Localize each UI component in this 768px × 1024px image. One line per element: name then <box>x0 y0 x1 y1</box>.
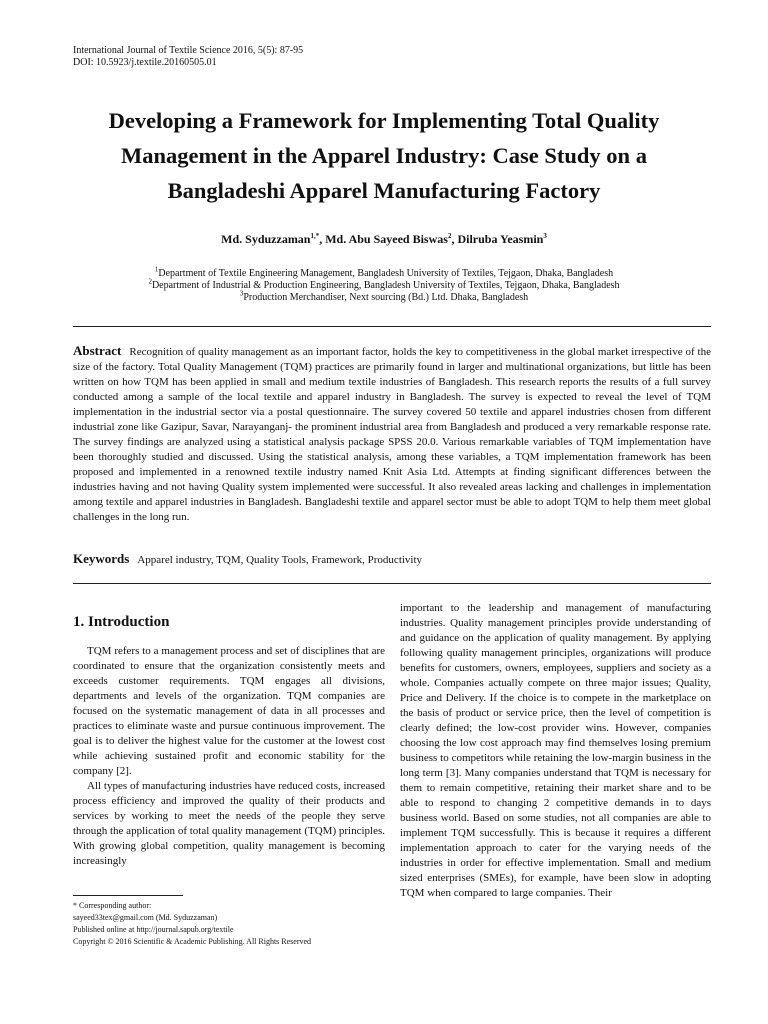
intro-paragraph-continued: important to the leadership and management of manufacturing industries. Quality management principles provide understanding of and guidance on the application of quality management. By applying following quality management principles, organizations will produce benefits for customers, owners, employees, suppliers and society as a whole. Companies actually compete on three major issues; Quality, Price and Delivery. If the choice is to compete in the marketplace on the basis of product or service price, then the level of competition is clearly defined; the low-cost provider wins. However, companies choosing the low cost approach may find themselves losing premium business to competitors while retaining the low-margin business in the long term [3]. Many companies understand that TQM is necessary for them to remain competitive, retaining their market share and to be able to respond to changing 2 competitive demands in to days business world. Based on some studies, not all companies are able to implement TQM successfully. This is because it requires a different implementation approach to cater for the varying needs of the industries in order for effective implementation. Small and medium sized enterprises (SMEs), for example, have been slow in adopting TQM when compared to large companies. Their <box>400 602 711 899</box>
affiliation-1: $^1$Department of Textile Engineering Management, Bangladesh University of Textiles, Tejgaon, Dhaka, Bangladesh <box>154 265 614 279</box>
right-column <box>400 601 711 901</box>
intro-paragraph-1: TQM refers to a management process and set of disciplines that are coordinated to ensure that the organization consistently meets and exceeds customer requirements. TQM engages all divisions, departments and levels of the organization. TQM companies are focused on the systematic management of data in all processes and practices to eliminate waste and pursue continuous improvement. The goal is to deliver the highest value for the customer at the lowest cost while achieving sustained profit and economic stability for the company [2]. <box>73 645 385 777</box>
left-column <box>73 612 385 869</box>
footnote-published: Published online at http://journal.sapub.org/textile <box>73 925 234 934</box>
intro-heading: 1. Introduction <box>73 614 170 630</box>
divider-top <box>73 326 711 327</box>
keywords-text: Apparel industry, TQM, Quality Tools, Framework, Productivity <box>137 554 423 566</box>
footnote <box>73 900 393 948</box>
title-line-1: Developing a Framework for Implementing Total Quality <box>108 108 660 133</box>
title-line-2: Management in the Apparel Industry: Case Study on a <box>121 143 647 168</box>
author-3-affil: 3 <box>543 232 547 240</box>
journal-header <box>73 45 303 69</box>
affiliation-2: $^2$Department of Industrial & Production Engineering, Bangladesh University of Textiles, Tejgaon, Dhaka, Bangladesh <box>148 277 620 291</box>
author-2: Md. Abu Sayeed Biswas <box>325 232 448 246</box>
doi-line: DOI: 10.5923/j.textile.20160505.01 <box>73 57 217 68</box>
divider-bottom <box>73 583 711 584</box>
keywords-section <box>73 551 711 567</box>
author-list: Md. Syduzzaman$^{1,*}$, Md. Abu Sayeed Biswas$^2$, Dilruba Yeasmin$^3$ <box>221 232 547 246</box>
footnote-corresponding: * Corresponding author: <box>73 901 152 910</box>
author-3: Dilruba Yeasmin <box>457 232 544 246</box>
abstract-section <box>73 343 711 525</box>
author-1-affil: 1,* <box>310 232 320 240</box>
author-2-affil: 2 <box>447 232 452 240</box>
intro-paragraph-2: All types of manufacturing industries have reduced costs, increased process efficiency and improved the quality of their products and services by working to meet the needs of the people they serve through the application of total quality management (TQM) principles. With growing global competition, quality management is becoming increasingly <box>73 780 385 867</box>
title-line-3: Bangladeshi Apparel Manufacturing Factory <box>167 178 601 203</box>
footnote-email: sayeed33tex@gmail.com (Md. Syduzzaman) <box>73 913 218 922</box>
journal-citation: International Journal of Textile Science 2016, 5(5): 87-95 <box>73 45 304 56</box>
paper-title <box>60 103 708 208</box>
author-1: Md. Syduzzaman <box>221 232 311 246</box>
abstract-heading: Abstract <box>73 343 122 358</box>
footnote-copyright: Copyright © 2016 Scientific & Academic Publishing. All Rights Reserved <box>73 937 312 946</box>
affiliation-3: $^3$Production Merchandiser, Next sourcing (Bd.) Ltd. Dhaka, Bangladesh <box>239 289 529 303</box>
abstract-text: Recognition of quality management as an important factor, holds the key to competitiveness in the global market irrespective of the size of the factory. Total Quality Management (TQM) practices are primarily found in larger and multinational organizations, but little has been written on how TQM has been applied in small and medium textile industries of Bangladesh. This research reports the results of a full survey conducted among a sample of the local textile and apparel industry in Bangladesh. The survey is expected to reveal the level of TQM implementation in the industrial sector via a postal questionnaire. The survey covered 50 textile and apparel industries chosen from different industrial zone like Gazipur, Savar, Narayanganj- the prominent industrial area from Bangladesh and produced a very remarkable response rate. The survey findings are analyzed using a statistical analysis package SPSS 20.0. Various remarkable variables of TQM implementation have been thoroughly studied and discussed. Using the statistical analysis, among these variables, a TQM implementation framework has been proposed and implemented in a renowned textile industry named Knit Asia Ltd. Attempts at finding significant differences between the industries having and not having Quality system implemented were successful. It also revealed areas lacking and challenges in implementation among textile and apparel industries in Bangladesh. Bangladeshi textile and apparel sector must be able to adopt TQM to help them meet global challenges in the long run. <box>73 346 711 523</box>
keywords-heading: Keywords <box>73 551 130 566</box>
footnote-divider <box>73 895 183 896</box>
affiliations <box>60 265 708 304</box>
